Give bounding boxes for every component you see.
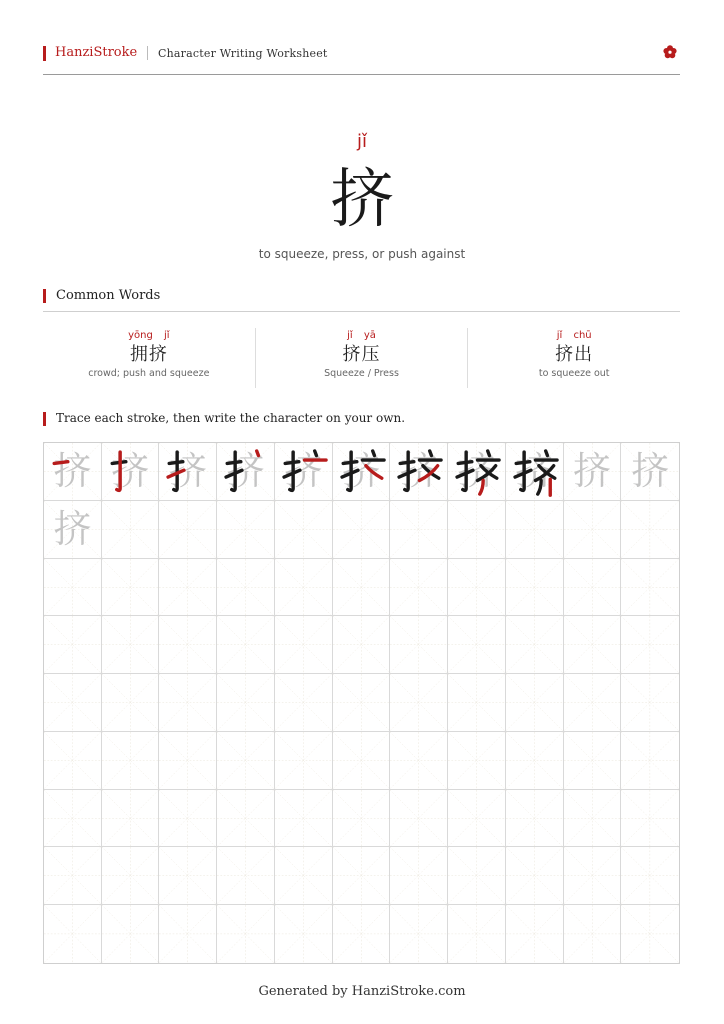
stroke-order-step xyxy=(275,443,332,500)
cell-guide-lines xyxy=(102,616,159,673)
practice-cell[interactable] xyxy=(275,847,333,905)
cell-guide-lines xyxy=(564,616,621,673)
practice-cell[interactable] xyxy=(448,674,506,732)
cell-guide-lines xyxy=(390,616,447,673)
practice-cell[interactable] xyxy=(390,616,448,674)
cell-guide-lines xyxy=(390,905,447,963)
trace-character: 挤 xyxy=(341,449,380,494)
cell-guide-lines xyxy=(333,790,390,847)
practice-cell[interactable] xyxy=(390,847,448,905)
cell-guide-lines xyxy=(621,501,679,558)
word-hanzi: 挤压 xyxy=(342,344,381,365)
cell-guide-lines xyxy=(275,905,332,963)
practice-cell[interactable] xyxy=(102,905,160,963)
brand-accent-bar xyxy=(43,46,46,61)
practice-cell[interactable] xyxy=(621,905,679,963)
cell-guide-lines xyxy=(506,674,563,731)
cell-guide-lines xyxy=(564,559,621,616)
stroke-order-step xyxy=(448,443,505,500)
practice-cell[interactable] xyxy=(448,905,506,963)
cell-guide-lines xyxy=(448,905,505,963)
practice-cell[interactable] xyxy=(275,674,333,732)
word-hanzi: 挤出 xyxy=(555,344,594,365)
practice-cell[interactable] xyxy=(102,501,160,559)
practice-cell[interactable] xyxy=(564,674,622,732)
practice-cell[interactable] xyxy=(333,847,391,905)
practice-cell[interactable] xyxy=(564,559,622,617)
cell-guide-lines xyxy=(506,790,563,847)
cell-guide-lines xyxy=(275,790,332,847)
practice-cell[interactable] xyxy=(621,732,679,790)
practice-cell[interactable] xyxy=(44,443,102,501)
cell-guide-lines xyxy=(506,847,563,904)
cell-guide-lines xyxy=(217,501,274,558)
practice-cell[interactable] xyxy=(448,616,506,674)
cell-guide-lines xyxy=(621,559,679,616)
practice-cell[interactable] xyxy=(621,501,679,559)
cell-guide-lines xyxy=(564,905,621,963)
practice-cell[interactable] xyxy=(506,443,564,501)
practice-cell[interactable] xyxy=(333,501,391,559)
practice-cell[interactable] xyxy=(621,559,679,617)
cell-guide-lines xyxy=(102,501,159,558)
practice-cell[interactable] xyxy=(333,616,391,674)
practice-cell[interactable] xyxy=(102,674,160,732)
worksheet-header xyxy=(43,43,680,75)
practice-cell[interactable] xyxy=(159,443,217,501)
practice-cell[interactable] xyxy=(159,732,217,790)
practice-cell[interactable] xyxy=(44,559,102,617)
cell-guide-lines xyxy=(102,790,159,847)
word-pinyin: jǐ yā xyxy=(347,330,376,341)
word-card xyxy=(255,328,468,388)
practice-cell[interactable] xyxy=(506,847,564,905)
practice-cell[interactable] xyxy=(102,847,160,905)
trace-character: 挤 xyxy=(284,449,323,494)
cell-guide-lines xyxy=(333,847,390,904)
practice-cell[interactable] xyxy=(506,501,564,559)
cell-guide-lines xyxy=(333,905,390,963)
character-hanzi: 挤 xyxy=(330,163,394,237)
practice-cell[interactable] xyxy=(564,790,622,848)
stroke-order-step xyxy=(102,443,159,500)
cell-guide-lines xyxy=(102,559,159,616)
practice-cell[interactable] xyxy=(102,443,160,501)
practice-cell[interactable] xyxy=(448,732,506,790)
cell-guide-lines xyxy=(44,616,101,673)
practice-cell[interactable] xyxy=(159,616,217,674)
flower-icon xyxy=(662,44,678,60)
word-meaning: Squeeze / Press xyxy=(324,368,399,379)
cell-guide-lines xyxy=(390,790,447,847)
cell-guide-lines xyxy=(448,732,505,789)
character-pinyin: jǐ xyxy=(356,131,367,152)
cell-guide-lines xyxy=(102,674,159,731)
trace-character: 挤 xyxy=(399,449,438,494)
cell-guide-lines xyxy=(275,559,332,616)
cell-guide-lines xyxy=(275,847,332,904)
practice-instruction: Trace each stroke, then write the character on your own. xyxy=(56,411,406,425)
cell-guide-lines xyxy=(159,674,216,731)
section-accent-bar xyxy=(43,289,46,303)
practice-cell[interactable] xyxy=(506,732,564,790)
word-pinyin: yōng jǐ xyxy=(128,330,170,341)
cell-guide-lines xyxy=(333,616,390,673)
common-words-title: Common Words xyxy=(56,288,161,303)
word-card xyxy=(43,328,255,388)
trace-character: 挤 xyxy=(631,449,670,494)
practice-cell[interactable] xyxy=(448,501,506,559)
practice-cell[interactable] xyxy=(621,847,679,905)
practice-cell[interactable] xyxy=(275,905,333,963)
practice-cell[interactable] xyxy=(217,616,275,674)
practice-cell[interactable] xyxy=(44,905,102,963)
cell-guide-lines xyxy=(333,732,390,789)
cell-guide-lines xyxy=(564,732,621,789)
practice-cell[interactable] xyxy=(390,732,448,790)
practice-cell[interactable] xyxy=(159,501,217,559)
trace-character: 挤 xyxy=(168,449,207,494)
trace-character: 挤 xyxy=(53,507,92,552)
trace-character: 挤 xyxy=(457,449,496,494)
cell-guide-lines xyxy=(621,847,679,904)
practice-cell[interactable] xyxy=(621,674,679,732)
cell-guide-lines xyxy=(102,847,159,904)
cell-guide-lines xyxy=(564,790,621,847)
practice-cell[interactable] xyxy=(564,501,622,559)
cell-guide-lines xyxy=(390,847,447,904)
practice-cell[interactable] xyxy=(275,559,333,617)
cell-guide-lines xyxy=(44,559,101,616)
cell-guide-lines xyxy=(275,732,332,789)
cell-guide-lines xyxy=(217,790,274,847)
cell-guide-lines xyxy=(506,905,563,963)
practice-cell[interactable] xyxy=(390,443,448,501)
practice-cell[interactable] xyxy=(448,443,506,501)
practice-cell[interactable] xyxy=(506,616,564,674)
practice-cell[interactable] xyxy=(564,616,622,674)
cell-guide-lines xyxy=(217,674,274,731)
practice-cell[interactable] xyxy=(159,905,217,963)
worksheet-subtitle: Character Writing Worksheet xyxy=(158,47,328,60)
cell-guide-lines xyxy=(621,674,679,731)
practice-cell[interactable] xyxy=(44,674,102,732)
cell-guide-lines xyxy=(159,732,216,789)
trace-character: 挤 xyxy=(53,449,92,494)
cell-guide-lines xyxy=(621,790,679,847)
cell-guide-lines xyxy=(333,559,390,616)
cell-guide-lines xyxy=(506,732,563,789)
practice-cell[interactable] xyxy=(275,501,333,559)
cell-guide-lines xyxy=(217,847,274,904)
practice-cell[interactable] xyxy=(390,501,448,559)
practice-cell[interactable] xyxy=(564,443,622,501)
word-meaning: crowd; push and squeeze xyxy=(88,368,210,379)
practice-cell[interactable] xyxy=(217,559,275,617)
practice-cell[interactable] xyxy=(217,501,275,559)
practice-cell[interactable] xyxy=(448,847,506,905)
practice-cell[interactable] xyxy=(159,847,217,905)
cell-guide-lines xyxy=(448,790,505,847)
cell-guide-lines xyxy=(159,559,216,616)
cell-guide-lines xyxy=(564,501,621,558)
cell-guide-lines xyxy=(448,674,505,731)
cell-guide-lines xyxy=(506,501,563,558)
cell-guide-lines xyxy=(448,616,505,673)
cell-guide-lines xyxy=(217,616,274,673)
practice-cell[interactable] xyxy=(275,732,333,790)
brand-name: HanziStroke xyxy=(55,45,138,60)
practice-cell[interactable] xyxy=(44,501,102,559)
cell-guide-lines xyxy=(44,732,101,789)
practice-cell[interactable] xyxy=(159,790,217,848)
practice-cell[interactable] xyxy=(390,559,448,617)
cell-guide-lines xyxy=(390,674,447,731)
practice-cell[interactable] xyxy=(102,732,160,790)
trace-character: 挤 xyxy=(111,449,150,494)
word-card xyxy=(467,328,680,388)
practice-cell[interactable] xyxy=(217,847,275,905)
cell-guide-lines xyxy=(44,905,101,963)
practice-cell[interactable] xyxy=(217,790,275,848)
cell-guide-lines xyxy=(390,501,447,558)
practice-cell[interactable] xyxy=(217,443,275,501)
practice-cell[interactable] xyxy=(159,674,217,732)
stroke-order-step xyxy=(159,443,216,500)
stroke-order-step xyxy=(506,443,563,500)
cell-guide-lines xyxy=(275,674,332,731)
cell-guide-lines xyxy=(448,559,505,616)
practice-cell[interactable] xyxy=(102,616,160,674)
practice-cell[interactable] xyxy=(333,905,391,963)
cell-guide-lines xyxy=(506,559,563,616)
practice-cell[interactable] xyxy=(333,732,391,790)
footer-credit: Generated by HanziStroke.com xyxy=(258,984,466,999)
stroke-order-step xyxy=(217,443,274,500)
practice-cell[interactable] xyxy=(564,847,622,905)
practice-cell[interactable] xyxy=(275,443,333,501)
cell-guide-lines xyxy=(102,732,159,789)
practice-cell[interactable] xyxy=(390,674,448,732)
trace-character: 挤 xyxy=(515,449,554,494)
header-divider xyxy=(147,46,148,60)
practice-cell[interactable] xyxy=(44,847,102,905)
trace-character: 挤 xyxy=(572,449,611,494)
practice-cell[interactable] xyxy=(217,732,275,790)
cell-guide-lines xyxy=(159,847,216,904)
practice-cell[interactable] xyxy=(390,790,448,848)
practice-cell[interactable] xyxy=(621,443,679,501)
word-hanzi: 拥挤 xyxy=(129,344,168,365)
cell-guide-lines xyxy=(275,501,332,558)
practice-cell[interactable] xyxy=(333,443,391,501)
practice-cell[interactable] xyxy=(44,790,102,848)
practice-cell[interactable] xyxy=(102,790,160,848)
practice-cell[interactable] xyxy=(506,559,564,617)
cell-guide-lines xyxy=(390,559,447,616)
cell-guide-lines xyxy=(159,501,216,558)
word-pinyin: jǐ chū xyxy=(556,330,592,341)
cell-guide-lines xyxy=(275,616,332,673)
practice-cell[interactable] xyxy=(44,616,102,674)
cell-guide-lines xyxy=(506,616,563,673)
practice-cell[interactable] xyxy=(333,559,391,617)
practice-cell[interactable] xyxy=(390,905,448,963)
practice-grid xyxy=(43,442,680,964)
practice-cell[interactable] xyxy=(448,790,506,848)
cell-guide-lines xyxy=(217,905,274,963)
practice-cell[interactable] xyxy=(506,790,564,848)
cell-guide-lines xyxy=(564,847,621,904)
cell-guide-lines xyxy=(102,905,159,963)
cell-guide-lines xyxy=(159,905,216,963)
practice-cell[interactable] xyxy=(44,732,102,790)
practice-cell[interactable] xyxy=(275,790,333,848)
practice-cell[interactable] xyxy=(217,674,275,732)
practice-cell[interactable] xyxy=(564,905,622,963)
practice-cell[interactable] xyxy=(159,559,217,617)
practice-cell[interactable] xyxy=(102,559,160,617)
practice-cell[interactable] xyxy=(621,616,679,674)
cell-guide-lines xyxy=(564,674,621,731)
cell-guide-lines xyxy=(621,732,679,789)
cell-guide-lines xyxy=(390,732,447,789)
cell-guide-lines xyxy=(217,559,274,616)
cell-guide-lines xyxy=(159,616,216,673)
practice-cell[interactable] xyxy=(448,559,506,617)
section-divider xyxy=(43,311,680,312)
section-accent-bar xyxy=(43,412,46,426)
stroke-order-step xyxy=(44,443,101,500)
cell-guide-lines xyxy=(44,674,101,731)
word-meaning: to squeeze out xyxy=(538,368,610,379)
cell-guide-lines xyxy=(621,616,679,673)
stroke-order-step xyxy=(390,443,447,500)
cell-guide-lines xyxy=(333,674,390,731)
cell-guide-lines xyxy=(621,905,679,963)
cell-guide-lines xyxy=(448,847,505,904)
practice-cell[interactable] xyxy=(621,790,679,848)
practice-cell[interactable] xyxy=(275,616,333,674)
common-words-list xyxy=(43,328,680,388)
trace-character: 挤 xyxy=(226,449,265,494)
cell-guide-lines xyxy=(44,847,101,904)
cell-guide-lines xyxy=(159,790,216,847)
practice-cell[interactable] xyxy=(217,905,275,963)
cell-guide-lines xyxy=(44,790,101,847)
practice-cell[interactable] xyxy=(506,674,564,732)
practice-cell[interactable] xyxy=(506,905,564,963)
practice-cell[interactable] xyxy=(333,674,391,732)
practice-cell[interactable] xyxy=(564,732,622,790)
character-meaning: to squeeze, press, or push against xyxy=(258,247,466,261)
stroke-order-step xyxy=(333,443,390,500)
cell-guide-lines xyxy=(448,501,505,558)
cell-guide-lines xyxy=(217,732,274,789)
practice-cell[interactable] xyxy=(333,790,391,848)
cell-guide-lines xyxy=(333,501,390,558)
